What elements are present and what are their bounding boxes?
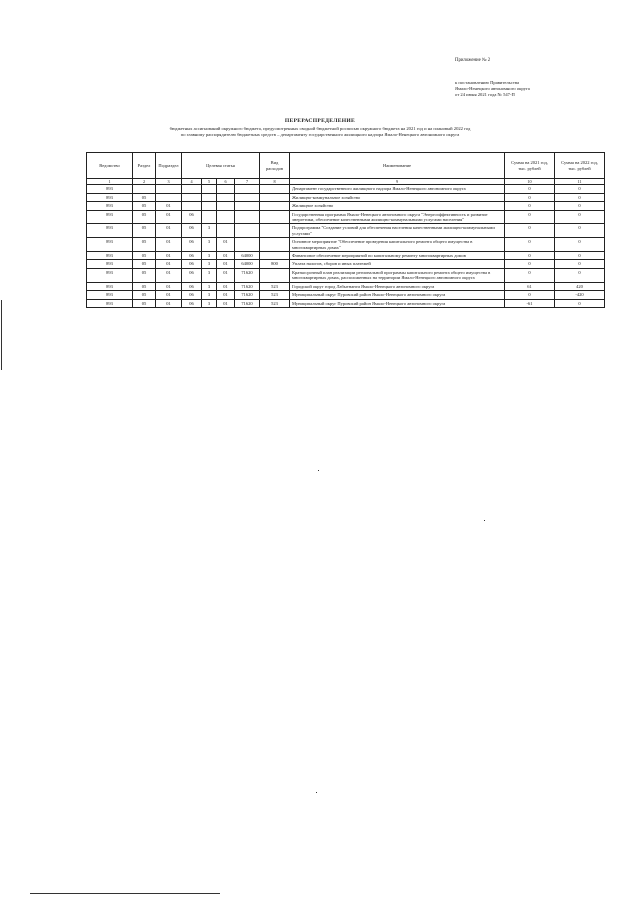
header-sum-2021: Сумма на 2021 год, тыс. рублей — [505, 153, 555, 179]
column-number: 10 — [505, 179, 555, 185]
table-header-row — [87, 153, 605, 179]
cell-subsection: 01 — [156, 252, 182, 260]
header-name: Наименование — [290, 153, 505, 179]
cell-sum-2022: -420 — [555, 291, 605, 299]
cell-program: 06 — [182, 282, 202, 290]
header-target: Целевая статья — [182, 153, 260, 179]
cell-event: 01 — [217, 282, 235, 290]
cell-department: 893 — [87, 260, 133, 268]
subtitle-line: бюджетных ассигнований окружного бюджета, предусмотренных сводной бюджетной росписью окружного бюджета на 2021 год и на плановый 2022 год — [169, 126, 471, 131]
cell-department: 893 — [87, 224, 133, 238]
document-subtitle — [100, 126, 540, 138]
cell-department: 893 — [87, 210, 133, 224]
cell-section: 05 — [133, 268, 156, 282]
cell-expense-type — [260, 185, 290, 193]
cell-section: 05 — [133, 260, 156, 268]
cell-program: 06 — [182, 238, 202, 252]
cell-subsection: 01 — [156, 291, 182, 299]
cell-expense-type: 523 — [260, 282, 290, 290]
cell-subprogram — [202, 202, 217, 210]
header-subsection: Подраздел — [156, 153, 182, 179]
cell-expense-type — [260, 210, 290, 224]
table-body — [87, 185, 605, 308]
cell-sum-2022: 0 — [555, 268, 605, 282]
cell-sum-2021: 0 — [505, 268, 555, 282]
cell-direction — [235, 202, 260, 210]
cell-subprogram: 3 — [202, 224, 217, 238]
column-number: 9 — [290, 179, 505, 185]
cell-department: 893 — [87, 282, 133, 290]
reallocation-table — [86, 152, 605, 308]
cell-name: Уплата налогов, сборов и иных платежей — [290, 260, 505, 268]
table-row — [87, 224, 605, 238]
column-number: 6 — [217, 179, 235, 185]
table-row — [87, 282, 605, 290]
cell-sum-2022: 0 — [555, 185, 605, 193]
cell-sum-2021: 0 — [505, 210, 555, 224]
cell-name: Жилищно-коммунальное хозяйство — [290, 193, 505, 201]
cell-name: Финансовое обеспечение мероприятий по капитальному ремонту многоквартирных домов — [290, 252, 505, 260]
table-row — [87, 260, 605, 268]
cell-section: 05 — [133, 193, 156, 201]
cell-direction — [235, 224, 260, 238]
cell-program: 06 — [182, 210, 202, 224]
cell-name: Подпрограмма "Создание условий для обеспечения населения качественными жилищно-коммунальными услугами" — [290, 224, 505, 238]
header-section: Раздел — [133, 153, 156, 179]
cell-program: 06 — [182, 299, 202, 307]
cell-name: Жилищное хозяйство — [290, 202, 505, 210]
cell-event — [217, 210, 235, 224]
cell-direction — [235, 210, 260, 224]
table-row — [87, 268, 605, 282]
cell-subsection: 01 — [156, 260, 182, 268]
cell-event — [217, 202, 235, 210]
cell-subsection: 01 — [156, 282, 182, 290]
scan-mark — [318, 470, 319, 471]
cell-event: 01 — [217, 268, 235, 282]
cell-sum-2022: 0 — [555, 202, 605, 210]
cell-sum-2021: 0 — [505, 193, 555, 201]
cell-sum-2021: 0 — [505, 260, 555, 268]
cell-program: 06 — [182, 252, 202, 260]
cell-program — [182, 202, 202, 210]
cell-expense-type: 523 — [260, 299, 290, 307]
approval-line: к постановлению Правительства — [455, 80, 519, 85]
cell-subsection: 01 — [156, 210, 182, 224]
cell-subsection — [156, 185, 182, 193]
scan-mark — [484, 520, 485, 521]
table-row — [87, 202, 605, 210]
cell-event — [217, 185, 235, 193]
cell-department: 893 — [87, 299, 133, 307]
cell-name: Департамент государственного жилищного надзора Ямало-Ненецкого автономного округа — [290, 185, 505, 193]
cell-name: Краткосрочный план реализации региональной программы капитального ремонта общего имущества в многоквартирных домах, расположенных на территории Ямало-Ненецкого автономного округа — [290, 268, 505, 282]
cell-event: 01 — [217, 299, 235, 307]
column-number: 7 — [235, 179, 260, 185]
cell-department: 893 — [87, 291, 133, 299]
cell-sum-2022: 420 — [555, 282, 605, 290]
column-number: 3 — [156, 179, 182, 185]
cell-expense-type — [260, 252, 290, 260]
cell-expense-type: 523 — [260, 291, 290, 299]
cell-name: Основное мероприятие "Обеспечение проведения капитального ремонта общего имущества в многоквартирных домах" — [290, 238, 505, 252]
cell-event — [217, 224, 235, 238]
table-row — [87, 210, 605, 224]
cell-sum-2021: 0 — [505, 291, 555, 299]
header-expense-type: Вид расходов — [260, 153, 290, 179]
scan-mark — [1, 300, 2, 370]
cell-sum-2022: 0 — [555, 238, 605, 252]
cell-section: 05 — [133, 252, 156, 260]
scan-mark — [316, 792, 317, 793]
table-row — [87, 299, 605, 307]
cell-section: 05 — [133, 202, 156, 210]
cell-section: 05 — [133, 224, 156, 238]
cell-sum-2022: 0 — [555, 224, 605, 238]
cell-subsection: 01 — [156, 238, 182, 252]
cell-direction: 64000 — [235, 260, 260, 268]
cell-program: 06 — [182, 260, 202, 268]
cell-expense-type — [260, 268, 290, 282]
cell-name: Городской округ город Лабытнанги Ямало-Ненецкого автономного округа — [290, 282, 505, 290]
cell-direction — [235, 193, 260, 201]
cell-expense-type — [260, 202, 290, 210]
cell-subsection: 01 — [156, 299, 182, 307]
approval-block — [455, 80, 615, 97]
cell-subprogram — [202, 193, 217, 201]
cell-event: 01 — [217, 238, 235, 252]
cell-department: 893 — [87, 238, 133, 252]
cell-subprogram — [202, 210, 217, 224]
column-number: 2 — [133, 179, 156, 185]
cell-sum-2022: 0 — [555, 252, 605, 260]
cell-name: Муниципальный округ Пуровский район Ямало-Ненецкого автономного округа — [290, 291, 505, 299]
cell-direction: 71620 — [235, 268, 260, 282]
document-title: ПЕРЕРАСПРЕДЕЛЕНИЕ — [284, 118, 356, 124]
cell-subsection: 01 — [156, 268, 182, 282]
cell-event: 01 — [217, 260, 235, 268]
cell-expense-type — [260, 224, 290, 238]
cell-subprogram: 3 — [202, 238, 217, 252]
cell-department: 893 — [87, 193, 133, 201]
cell-direction: 64000 — [235, 252, 260, 260]
column-number: 1 — [87, 179, 133, 185]
cell-section: 05 — [133, 282, 156, 290]
cell-sum-2021: 0 — [505, 224, 555, 238]
cell-subsection — [156, 193, 182, 201]
cell-direction — [235, 238, 260, 252]
approval-line: Ямало-Ненецкого автономного округа — [455, 85, 530, 91]
column-number: 8 — [260, 179, 290, 185]
column-number: 4 — [182, 179, 202, 185]
cell-subprogram: 3 — [202, 268, 217, 282]
column-number: 11 — [555, 179, 605, 185]
appendix-label: Приложение № 2 — [455, 58, 491, 63]
cell-subprogram — [202, 185, 217, 193]
cell-direction — [235, 185, 260, 193]
cell-subprogram: 3 — [202, 260, 217, 268]
cell-section: 05 — [133, 238, 156, 252]
cell-subprogram: 3 — [202, 252, 217, 260]
cell-event: 01 — [217, 252, 235, 260]
cell-expense-type — [260, 238, 290, 252]
cell-sum-2022: 0 — [555, 193, 605, 201]
header-sum-2022: Сумма на 2022 год, тыс. рублей — [555, 153, 605, 179]
cell-program: 06 — [182, 224, 202, 238]
cell-sum-2021: 0 — [505, 252, 555, 260]
cell-department: 893 — [87, 202, 133, 210]
approval-line: от 24 июня 2021 года № 547-П — [455, 91, 515, 97]
cell-name: Муниципальный округ Пуровский район Ямало-Ненецкого автономного округа — [290, 299, 505, 307]
cell-event: 01 — [217, 291, 235, 299]
cell-program — [182, 193, 202, 201]
cell-sum-2021: 0 — [505, 238, 555, 252]
subtitle-line: по главному распорядителю бюджетных средств – департаменту государственного жилищного надзора Ямало-Ненецкого автономного округа — [180, 131, 460, 137]
cell-sum-2021: 0 — [505, 202, 555, 210]
cell-expense-type — [260, 193, 290, 201]
cell-section — [133, 185, 156, 193]
cell-subprogram: 3 — [202, 291, 217, 299]
cell-subprogram: 3 — [202, 282, 217, 290]
table-row — [87, 193, 605, 201]
table-row — [87, 238, 605, 252]
table-row — [87, 185, 605, 193]
cell-section: 05 — [133, 210, 156, 224]
cell-section: 05 — [133, 299, 156, 307]
cell-name: Государственная программа Ямало-Ненецкого автономного округа "Энергоэффективность и развитие энергетики, обеспечение качественными жилищно-коммунальными услугами населения" — [290, 210, 505, 224]
cell-sum-2021: -61 — [505, 299, 555, 307]
cell-program: 06 — [182, 291, 202, 299]
cell-direction: 71620 — [235, 299, 260, 307]
cell-subsection: 01 — [156, 224, 182, 238]
cell-department: 893 — [87, 252, 133, 260]
cell-sum-2022: 0 — [555, 210, 605, 224]
column-number: 5 — [202, 179, 217, 185]
cell-direction: 71620 — [235, 291, 260, 299]
cell-subsection: 01 — [156, 202, 182, 210]
cell-subprogram: 3 — [202, 299, 217, 307]
cell-expense-type: 800 — [260, 260, 290, 268]
cell-sum-2022: 0 — [555, 260, 605, 268]
scan-mark — [30, 893, 220, 894]
cell-sum-2022: 0 — [555, 299, 605, 307]
table-row — [87, 252, 605, 260]
cell-direction: 71620 — [235, 282, 260, 290]
cell-program: 06 — [182, 268, 202, 282]
cell-sum-2021: 0 — [505, 185, 555, 193]
cell-department: 893 — [87, 268, 133, 282]
cell-event — [217, 193, 235, 201]
cell-section: 05 — [133, 291, 156, 299]
header-department: Ведомство — [87, 153, 133, 179]
table-row — [87, 291, 605, 299]
cell-sum-2021: 61 — [505, 282, 555, 290]
cell-program — [182, 185, 202, 193]
cell-department: 893 — [87, 185, 133, 193]
